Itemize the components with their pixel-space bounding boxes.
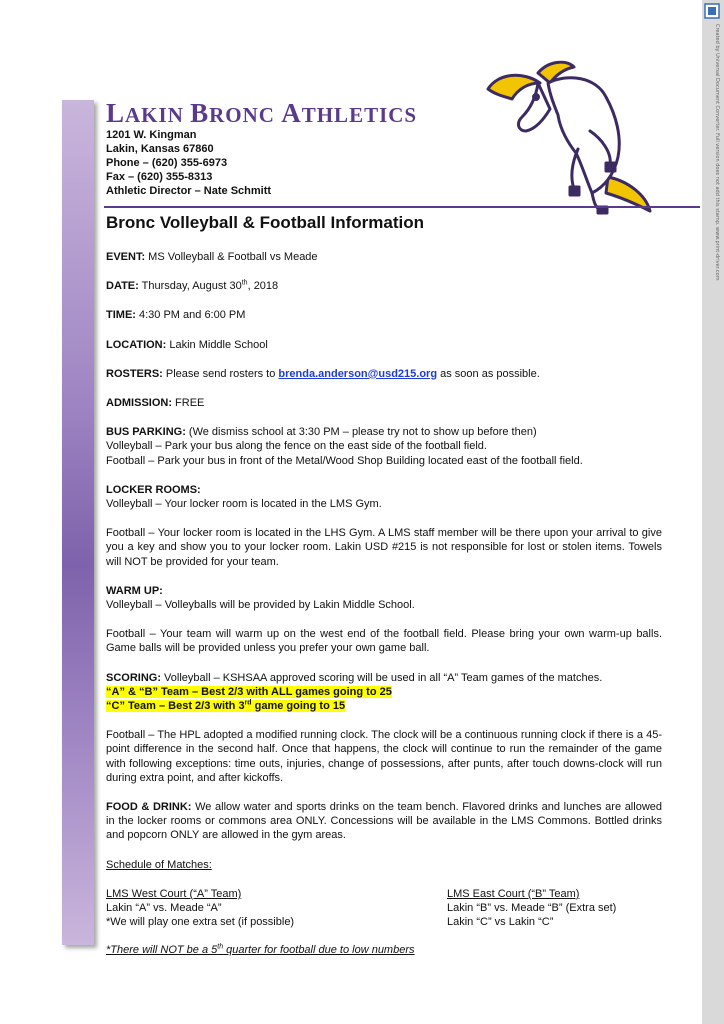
date-line: DATE: Thursday, August 30th, 2018 — [106, 279, 279, 293]
ab-team-scoring: “A” & “B” Team – Best 2/3 with ALL games going to 25 — [106, 685, 392, 698]
sidebar-decoration — [62, 100, 94, 945]
warm-up-football: Football – Your team will warm up on the west end of the football field. Please bring your own warm-up balls. Game balls will be provided unless you prefer your own game ball. — [106, 628, 662, 655]
school-title: LAKIN BRONC ATHLETICS — [106, 98, 418, 128]
address-city: Lakin, Kansas 67860 — [106, 143, 214, 155]
east-court-column: LMS East Court (“B” Team) Lakin “B” vs. Meade “B” (Extra set) Lakin “C” vs Lakin “C” — [447, 887, 617, 929]
address-fax: Fax – (620) 355-8313 — [106, 171, 213, 183]
football-footnote: *There will NOT be a 5th quarter for football due to low numbers — [106, 942, 415, 956]
header-divider — [104, 206, 700, 208]
admission-line: ADMISSION: FREE — [106, 397, 205, 410]
food-drink-section: FOOD & DRINK: We allow water and sports drinks on the team bench. Flavored drinks and lunches are allowed in the locker rooms or commons area ONLY. Concessions will be available in the LMS Commons. Bottled drinks and popcorn ONLY are allowed in the gym areas. — [106, 801, 662, 842]
email-link[interactable]: brenda.anderson@usd215.org — [278, 367, 438, 380]
address-street: 1201 W. Kingman — [106, 129, 197, 141]
c-team-scoring: “C” Team – Best 2/3 with 3rd game going to 15 — [106, 699, 346, 713]
contact-address — [106, 128, 271, 198]
warm-up-section: WARM UP: Volleyball – Volleyballs will be provided by Lakin Middle School. — [106, 584, 415, 612]
watermark-text: Created by Universal Document Converter. Full version does not add this stamp. www.print-driver.com — [714, 24, 720, 281]
bus-parking-section: BUS PARKING: (We dismiss school at 3:30 PM – please try not to show up before then) Volleyball – Park your bus along the fence on the east side of the football field. Football – Park your bus in front of the Metal/Wood Shop Building located east of the football field. — [106, 426, 583, 467]
address-phone: Phone – (620) 355-6973 — [106, 157, 228, 169]
event-line: EVENT: MS Volleyball & Football vs Meade — [106, 251, 318, 263]
bronc-horse-mascot — [478, 53, 674, 215]
scoring-football: Football – The HPL adopted a modified running clock. The clock will be a continuous running clock if there is a 45-point difference in the second half. Once that happens, the clock will continue to run the remainder of the game with following exceptions: time outs, injuries, change of possessions, after punts, after touch downs-clock will run during extra point, and after kickoffs. — [106, 729, 662, 784]
schedule-title: Schedule of Matches: — [106, 858, 212, 871]
locker-rooms-section: LOCKER ROOMS: Volleyball – Your locker room is located in the LMS Gym. — [106, 483, 382, 511]
time-line: TIME: 4:30 PM and 6:00 PM — [106, 309, 246, 322]
address-director: Athletic Director – Nate Schmitt — [106, 185, 272, 197]
location-line: LOCATION: Lakin Middle School — [106, 338, 268, 351]
rosters-line: ROSTERS: Please send rosters to brenda.anderson@usd215.org as soon as possible. — [106, 367, 540, 380]
converter-watermark-icon — [704, 3, 720, 19]
page-title: Bronc Volleyball & Football Information — [106, 213, 424, 232]
locker-rooms-football: Football – Your locker room is located in the LHS Gym. A LMS staff member will be there upon your arrival to give you a key and show you to your locker room. Lakin USD #215 is not responsible for lost or stolen items. Towels will NOT be provided for your team. — [106, 527, 662, 568]
schedule-columns — [106, 887, 662, 930]
scoring-section: SCORING: Volleyball – KSHSAA approved scoring will be used in all “A” Team games of the matches. “A” & “B” Team – Best 2/3 with ALL games going to 25 “C” Team – Best 2/3 with 3rd game going to 15 — [106, 671, 603, 713]
west-court-column: LMS West Court (“A” Team) Lakin “A” vs. Meade “A” *We will play one extra set (if possible) — [106, 887, 295, 929]
info-body — [106, 250, 662, 972]
